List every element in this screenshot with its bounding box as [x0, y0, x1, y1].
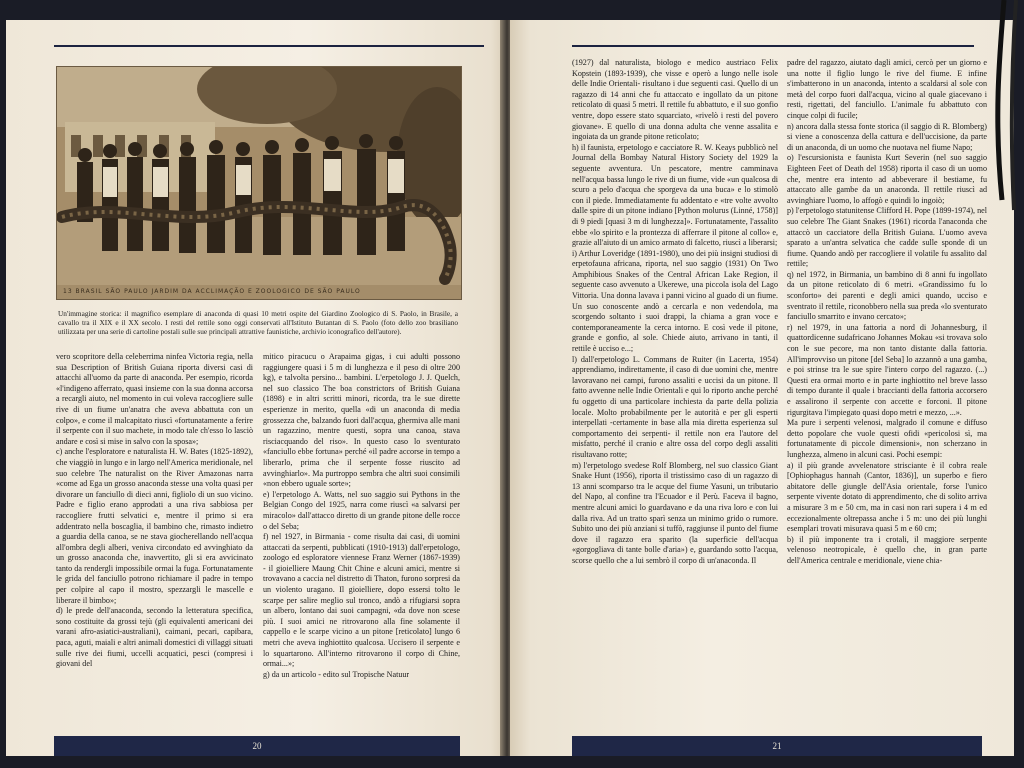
paragraph: h) il faunista, erpetologo e cacciatore R. W. Keays pubblicò nel Journal della Bombay Natural History Society del 1929 la seguente avventura. Un pescatore, mentre camminava nell'acqua bassa lungo le rive di un fiume, vide «un qualcosa di scuro a pelo d'acqua che sporgeva da una buca» e lo stimolò con il piede. Immediatamente fu addentato e «tre volte avvolto dalle spire di un pitone indiano [Python molurus (Linné, 1758)] di 9 piedi [quasi 3 m di lunghezza]». Fortunatamente, l'assalito ebbe «lo spirito e la prontezza di afferrare il pitone al collo» e, grazie all'aiuto di un amico armato di falcetto, riuscì a liberarsi;: [572, 142, 778, 248]
page-number-footer: 20: [54, 736, 460, 756]
paragraph: i) Arthur Loveridge (1891-1980), uno dei più insigni studiosi di erpetofauna africana, riporta, nel suo saggio (1931) On Two Amphibious Snakes of the Central African Lake Region, il seguente caso avvenuto a Ukerewe, una piccola isola del Lago Vittoria. Una donna lavava i panni vicino al guado di un fiume. Un suo conoscente andò a cercarla e non vedendola, ma scorgendo soltanto i suoi drappi, la chiama a gran voce e contemporaneamente la cerca intorno. E così vede il pitone, grande e gonfio, al sole. Chiede aiuto, arrivano in tanti, il rettile è ucciso e...;: [572, 248, 778, 354]
paragraph: g) da un articolo - edito sul Tropische Natuur: [263, 669, 410, 679]
paragraph: o) l'escursionista e faunista Kurt Severin (nel suo saggio Eighteen Feet of Death del 1958) riporta il caso di un uomo che, mentre era intento ad abbeverare il bestiame, fu attaccato alle gambe da un anaconda. Il rettile riuscì ad avvinghiare l'uomo, lo affogò e quindi lo ingoiò;: [787, 153, 987, 205]
right-column-2: [787, 58, 987, 738]
left-column-1: [56, 352, 253, 738]
paragraph: padre del ragazzo, aiutato dagli amici, cercò per un giorno e una notte il figlio lungo le rive del fiume. E infine s'imbatterono in un anaconda, intento a scaldarsi al sole con metà del corpo fuori dall'acqua, vicino al quale giacevano i resti, rigettati, del fanciullo. L'animale fu abbattuto con cinque colpi di fucile;: [787, 58, 987, 120]
paragraph: n) ancora dalla stessa fonte storica (il saggio di R. Blomberg) si viene a conoscenza della cattura e dell'uccisione, da parte di un anaconda, di un uomo che nuotava nel fiume Napo;: [787, 121, 987, 152]
photo-postcard-strip: 13 BRASIL SÃO PAULO JARDIM DA ACCLIMAÇÃO E ZOOLOGICO DE SÃO PAULO: [57, 285, 461, 299]
page-number-footer: 21: [572, 736, 982, 756]
paragraph: c) anche l'esploratore e naturalista H. W. Bates (1825-1892), che viaggiò in lungo e in largo nell'America meridionale, nel suo celebre The naturalist on the River Amazonas narra «come ad Ega un grosso anaconda stesse una volta quasi per divorare un fanciullo di dieci anni, figliolo di un suo vicino. Padre e figlio erano approdati a una riva sabbiosa per raccogliere frutti selvatici e, mentre il primo si era addentrato nella boscaglia, il bambino che, rimasto indietro a guardia della canoa, se ne stava giocherellando nell'acqua all'ombra degli alberi, veniva circondato ed avvinghiato da un grosso anaconda che, inavvertito, gli si era avvicinato tanto da rendergli impossibile ormai la fuga. Fortunatamente le grida del fanciullo potrono richiamare il padre in tempo per colpire al capo il mostro, spezzargli le mascelle e liberare il bimbo»;: [56, 447, 253, 605]
paragraph: mitico piracucu o Arapaima gigas, i cui adulti possono raggiungere quasi i 5 m di lunghezza e il peso di oltre 200 kg), e talvolta persino... bambini. L'erpetologo J. J. Quelch, nel suo classico The boa constrictors of British Guiana (1898) e in altri scritti minori, ricorda, tra le sue dirette esperienze in merito, quella «di un anaconda di media grossezza che, balzando fuori dall'acqua, ghermiva alle mani un ragazzino, mentre questi, sopra una canoa, stava risciacquando del riso». In questo caso lo sventurato «fanciullo ebbe fortuna» perché «il padre accorse in tempo a liberarlo, prima che il serpente fosse riuscito ad avvinghiarlo». Ma purtroppo sembra che altri suoi consimili «non ebbero uguale sorte»;: [263, 352, 460, 489]
left-page: [6, 20, 506, 756]
right-column-1: [572, 58, 778, 738]
paragraph: r) nel 1979, in una fattoria a nord di Johannesburg, il quattordicenne sudafricano Johannes Mokau «si trovava solo con le sue pecore, ma non tanto distante dalla fattoria. All'improvviso un pitone [del Seba] lo azzannò a una gamba, e poi strinse tra le sue spire l'intero corpo del ragazzo. (...) Questi era ormai morto e in parte inghiottito nel breve lasso di tempo durante il quale i braccianti della fattoria accorsero e assalirono il serpente con accette e forconi. Il pitone rigurgitava l'impiegato quasi dopo metri e mezzo, ...».: [787, 322, 987, 417]
historic-photo-anaconda: [56, 66, 462, 300]
paragraph: m) l'erpetologo svedese Rolf Blomberg, nel suo classico Giant Snake Hunt (1956), riporta il tristissimo caso di un ragazzo di 13 anni scomparso tra le acque del fiume Yasuni, un tributario del Napo, al confine tra l'Ecuador e il Perù. Faceva il bagno, mentre alcuni amici lo guardavano e da una riva loro e con lui dalla riva. Ad un tratto sparì senza un minimo grido o rumore. Subito uno dei più anziani si tuffò, raggiunse il punto del fiume dove il ragazzo era sparito (la superficie dell'acqua «gorgogliava di tante bolle d'aria») e, guardando sotto l'acqua, scorse quello che a lui sembrò il corpo di un'anaconda. Il: [572, 460, 778, 565]
paragraph: a) il più grande avvelenatore strisciante è il cobra reale [Ophiophagus hannah (Cantor, 1836)], un superbo e fiero abitatore delle giungle dell'Asia orientale, forse l'unico serpente vivente dotato di apprendimento, che di solito arriva a misurare 3 m e 50 cm, ma in casi non rari supera i 4 m ed eccezionalmente oltrepassa anche i 5 m: uno dei più lunghi esemplari trovati misurava quasi 5 m e 60 cm;: [787, 460, 987, 534]
left-column-2: [263, 352, 460, 738]
paragraph: e) l'erpetologo A. Watts, nel suo saggio sui Pythons in the Belgian Congo del 1925, narra come riuscì «a salvarsi per miracolo» dall'attacco diretto di un grande pitone delle rocce o del Seba;: [263, 489, 460, 531]
top-rule: [572, 45, 974, 47]
photo-illustration: [57, 67, 461, 299]
top-rule: [54, 45, 484, 47]
photo-caption: Un'immagine storica: il magnifico esemplare di anaconda di quasi 10 metri ospite del Giardino Zoologico di S. Paolo, in Brasile, a cavallo tra il XIX e il XX secolo. I resti del rettile sono oggi conservati all'Istituto Butantan di S. Paolo (foto dello zoo brasiliano utilizzata per una serie di cartoline postali sulle sue principali attrattive faunistiche, archivio iconografico dell'autore).: [58, 309, 458, 336]
paragraph: f) nel 1927, in Birmania - come risulta dai casi, di uomini attaccati da serpenti, pubblicati (1910-1913) dall'erpetologo, zoologo ed esploratore viennese Franz Werner (1867-1939) - il gioielliere Maung Chit Chine e alcuni amici, mentre si trovavano a caccia nel distretto di Thaton, furono sorpresi da un violento uragano. Il gioielliere, dopo essersi tolto le scarpe per salire meglio sul tronco, andò a rifugiarsi sopra un albero, lontano dai suoi campagni, «da dove non scese più. I suoi amici ne ritrovarono alla fine solamente il cappello e le scarpe vicino a un pitone [reticolato] lungo 6 metri che aveva inghiottito qualcosa. Uccisero il serpente e lo squartarono. All'interno ritrovarono il corpo di Chine, ormai...»;: [263, 532, 460, 669]
paragraph: b) il più imponente tra i crotali, il maggiore serpente velenoso neotropicale, è quello che, in gran parte dell'America centrale e meridionale, viene chia-: [787, 534, 987, 565]
paragraph: p) l'erpetologo statunitense Clifford H. Pope (1899-1974), nel suo celebre The Giant Snakes (1961) ricorda l'anaconda che attaccò un cacciatore della British Guiana. L'uomo aveva sparato a un'antra selvatica che cadde sulle sponde di un fiume. Quando andò per raccogliere il volatile fu assalito dal rettile;: [787, 206, 987, 269]
right-page: [510, 20, 1014, 756]
paragraph: q) nel 1972, in Birmania, un bambino di 8 anni fu ingollato da un pitone reticolato di 6 metri. «Grandissimo fu lo sconforto» dei parenti e degli amici quando, ucciso e sventrato il rettile, riconobbero nella sua preda «lo sventurato fanciullo smarrito e invano cercato»;: [787, 269, 987, 322]
paragraph: l) dall'erpetologo L. Commans de Ruiter (in Lacerta, 1954) apprendiamo, indirettamente, il caso di due uomini che, mentre lavoravano nei campi, furono assaliti e uccisi da un pitone. Il fatto avvenne nelle Indie Orientali e qui lo riporto anche perché fu oggetto di una particolare inchiesta da parte della polizia locale. Molto probabilmente per le autorità e per gli esperti interpellati -certamente in base alla mia diretta esperienza sul comportamento dei serpenti- il rettile non era l'autore del misfatto, perché il cranio e altre ossa del corpo degli assaliti risultavano rotte;: [572, 354, 778, 459]
paragraph: (1927) dal naturalista, biologo e medico austriaco Felix Kopstein (1893-1939), che visse e operò a lungo nelle isole delle Indie Orientali- risultano i due seguenti casi. Quello di un ragazzo di 14 anni che fu attaccato e ingollato da un pitone reticolato di quasi 5 metri. Il rettile fu abbattuto, e il suo gonfio ventre, dopo essere stato squarciato, «rivelò i resti del povero giovane». E quello di una donna adulta che venne assalita e ingoiata da un grande pitone reticolato;: [572, 58, 778, 142]
paragraph: Ma pure i serpenti velenosi, malgrado il comune e diffuso detto popolare che vuole questi ofidi «pericolosi sì, ma fortunatamente di piccole dimensioni», non scherzano in lunghezza, almeno in alcuni casi. Pochi esempi:: [787, 418, 987, 459]
paragraph: vero scopritore della celeberrima ninfea Victoria regia, nella sua Description of British Guiana riporta diversi casi di attacchi all'uomo da parte di anaconda. Per esempio, ricorda «l'indigeno afferrato, quasi insieme con la sua donna accorsa a recargli aiuto, nel momento in cui voleva raccogliere sulle rive di un fiume un'anatra che aveva abbattuta con un colpo», e come il malcapitato riuscì «fortunatamente a ferire il serpente con il suo machete, in modo tale ch'esso lo lasciò andare e così si mise in salvo con la sposa»;: [56, 352, 253, 446]
paragraph: d) le prede dell'anaconda, secondo la letteratura specifica, sono costituite da grossi tejù (gli equivalenti americani dei varani afro-asiatici-australiani), caimani, pecari, capibara, paca, aguti, maiali e altri animali domestici di villaggi situati sulle rive dei fiumi, uccelli acquatici, pesci (compresi i giovani del: [56, 606, 253, 669]
